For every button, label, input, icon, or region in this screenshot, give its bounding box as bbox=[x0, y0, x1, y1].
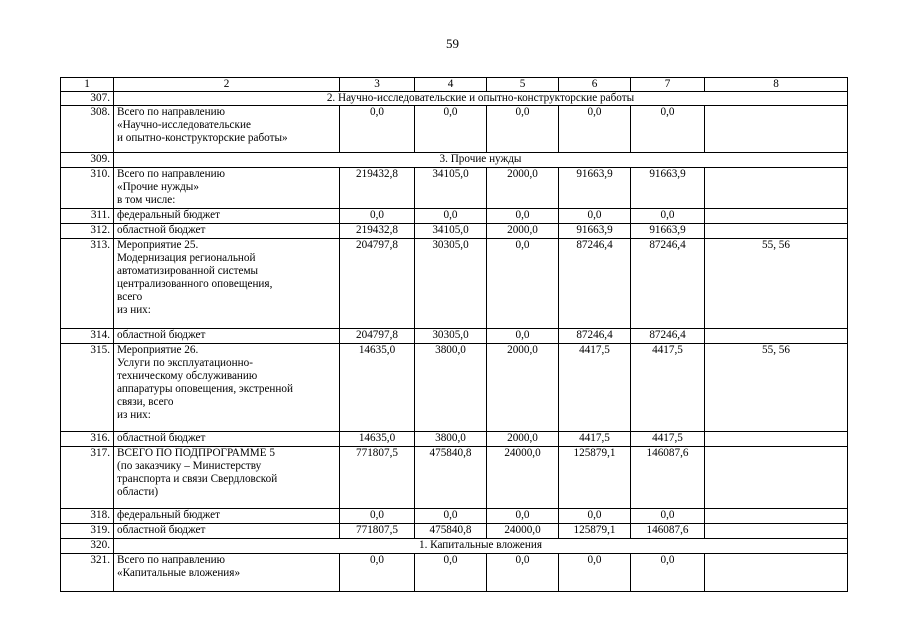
amount-cell: 0,0 bbox=[631, 209, 705, 224]
amount-cell: 771807,5 bbox=[340, 524, 415, 539]
item-name-cell: Всего по направлению «Прочие нужды» в том числе: bbox=[114, 168, 340, 209]
amount-cell: 204797,8 bbox=[340, 239, 415, 329]
row-number-cell: 315. bbox=[61, 344, 114, 432]
amount-cell: 91663,9 bbox=[631, 168, 705, 209]
header-cell: 1 bbox=[61, 78, 114, 92]
amount-cell: 0,0 bbox=[415, 106, 487, 153]
item-name-cell: областной бюджет bbox=[114, 432, 340, 447]
item-name-cell: областной бюджет bbox=[114, 329, 340, 344]
table-body bbox=[61, 78, 848, 592]
table-row bbox=[61, 509, 848, 524]
row-number-cell: 321. bbox=[61, 554, 114, 592]
amount-cell: 0,0 bbox=[631, 554, 705, 592]
amount-cell: 4417,5 bbox=[559, 344, 631, 432]
target-ref-cell bbox=[705, 106, 848, 153]
amount-cell: 87246,4 bbox=[631, 329, 705, 344]
amount-cell: 14635,0 bbox=[340, 344, 415, 432]
target-ref-cell bbox=[705, 168, 848, 209]
table-row bbox=[61, 224, 848, 239]
amount-cell: 2000,0 bbox=[487, 344, 559, 432]
amount-cell: 219432,8 bbox=[340, 168, 415, 209]
table-row bbox=[61, 209, 848, 224]
amount-cell: 0,0 bbox=[487, 106, 559, 153]
target-ref-cell bbox=[705, 432, 848, 447]
amount-cell: 125879,1 bbox=[559, 524, 631, 539]
item-name-cell: Всего по направлению «Капитальные вложения» bbox=[114, 554, 340, 592]
amount-cell: 34105,0 bbox=[415, 224, 487, 239]
item-name-cell: Всего по направлению «Научно-исследовательские и опытно-конструкторские работы» bbox=[114, 106, 340, 153]
table-row bbox=[61, 524, 848, 539]
amount-cell: 87246,4 bbox=[559, 329, 631, 344]
table-row bbox=[61, 554, 848, 592]
amount-cell: 3800,0 bbox=[415, 344, 487, 432]
amount-cell: 14635,0 bbox=[340, 432, 415, 447]
target-ref-cell bbox=[705, 554, 848, 592]
amount-cell: 0,0 bbox=[487, 509, 559, 524]
amount-cell: 4417,5 bbox=[559, 432, 631, 447]
amount-cell: 475840,8 bbox=[415, 447, 487, 509]
target-ref-cell bbox=[705, 524, 848, 539]
item-name-cell: областной бюджет bbox=[114, 524, 340, 539]
amount-cell: 3800,0 bbox=[415, 432, 487, 447]
target-ref-cell: 55, 56 bbox=[705, 344, 848, 432]
amount-cell: 2000,0 bbox=[487, 168, 559, 209]
amount-cell: 87246,4 bbox=[631, 239, 705, 329]
amount-cell: 2000,0 bbox=[487, 224, 559, 239]
row-number-cell: 318. bbox=[61, 509, 114, 524]
amount-cell: 0,0 bbox=[559, 106, 631, 153]
amount-cell: 87246,4 bbox=[559, 239, 631, 329]
table-row bbox=[61, 447, 848, 509]
table-row bbox=[61, 344, 848, 432]
amount-cell: 91663,9 bbox=[631, 224, 705, 239]
table-row bbox=[61, 168, 848, 209]
amount-cell: 0,0 bbox=[559, 554, 631, 592]
amount-cell: 0,0 bbox=[559, 509, 631, 524]
section-row bbox=[61, 153, 848, 168]
amount-cell: 0,0 bbox=[487, 554, 559, 592]
amount-cell: 91663,9 bbox=[559, 168, 631, 209]
header-cell: 4 bbox=[415, 78, 487, 92]
target-ref-cell bbox=[705, 509, 848, 524]
row-number-cell: 316. bbox=[61, 432, 114, 447]
target-ref-cell bbox=[705, 329, 848, 344]
row-number-cell: 319. bbox=[61, 524, 114, 539]
table-header-row bbox=[61, 78, 848, 92]
amount-cell: 219432,8 bbox=[340, 224, 415, 239]
amount-cell: 34105,0 bbox=[415, 168, 487, 209]
row-number-cell: 314. bbox=[61, 329, 114, 344]
row-number-cell: 320. bbox=[61, 539, 114, 554]
row-number-cell: 312. bbox=[61, 224, 114, 239]
section-title-cell: 2. Научно-исследовательские и опытно-конструкторские работы bbox=[114, 92, 848, 106]
amount-cell: 0,0 bbox=[487, 209, 559, 224]
amount-cell: 0,0 bbox=[340, 509, 415, 524]
item-name-cell: федеральный бюджет bbox=[114, 209, 340, 224]
row-number-cell: 313. bbox=[61, 239, 114, 329]
target-ref-cell: 55, 56 bbox=[705, 239, 848, 329]
amount-cell: 0,0 bbox=[415, 209, 487, 224]
amount-cell: 125879,1 bbox=[559, 447, 631, 509]
header-cell: 2 bbox=[114, 78, 340, 92]
row-number-cell: 317. bbox=[61, 447, 114, 509]
page-number: 59 bbox=[446, 36, 459, 51]
amount-cell: 771807,5 bbox=[340, 447, 415, 509]
item-name-cell: Мероприятие 25. Модернизация региональной автоматизированной системы централизованного оповещения, всего из них: bbox=[114, 239, 340, 329]
row-number-cell: 311. bbox=[61, 209, 114, 224]
amount-cell: 0,0 bbox=[340, 554, 415, 592]
section-title-cell: 1. Капитальные вложения bbox=[114, 539, 848, 554]
budget-table bbox=[60, 77, 848, 592]
amount-cell: 146087,6 bbox=[631, 524, 705, 539]
amount-cell: 2000,0 bbox=[487, 432, 559, 447]
header-cell: 7 bbox=[631, 78, 705, 92]
target-ref-cell bbox=[705, 209, 848, 224]
amount-cell: 30305,0 bbox=[415, 239, 487, 329]
row-number-cell: 308. bbox=[61, 106, 114, 153]
amount-cell: 0,0 bbox=[415, 509, 487, 524]
amount-cell: 30305,0 bbox=[415, 329, 487, 344]
amount-cell: 91663,9 bbox=[559, 224, 631, 239]
table-row bbox=[61, 329, 848, 344]
amount-cell: 0,0 bbox=[340, 209, 415, 224]
table-row bbox=[61, 432, 848, 447]
table-row bbox=[61, 106, 848, 153]
target-ref-cell bbox=[705, 224, 848, 239]
amount-cell: 0,0 bbox=[631, 106, 705, 153]
header-cell: 5 bbox=[487, 78, 559, 92]
item-name-cell: Мероприятие 26. Услуги по эксплуатационно- техническому обслуживанию аппаратуры оповещения, экстренной связи, всего из них: bbox=[114, 344, 340, 432]
amount-cell: 0,0 bbox=[487, 329, 559, 344]
amount-cell: 24000,0 bbox=[487, 524, 559, 539]
amount-cell: 0,0 bbox=[559, 209, 631, 224]
item-name-cell: федеральный бюджет bbox=[114, 509, 340, 524]
amount-cell: 0,0 bbox=[487, 239, 559, 329]
item-name-cell: областной бюджет bbox=[114, 224, 340, 239]
amount-cell: 4417,5 bbox=[631, 344, 705, 432]
row-number-cell: 310. bbox=[61, 168, 114, 209]
target-ref-cell bbox=[705, 447, 848, 509]
header-cell: 8 bbox=[705, 78, 848, 92]
item-name-cell: ВСЕГО ПО ПОДПРОГРАММЕ 5 (по заказчику – Министерству транспорта и связи Свердловской области) bbox=[114, 447, 340, 509]
amount-cell: 24000,0 bbox=[487, 447, 559, 509]
table-row bbox=[61, 239, 848, 329]
section-title-cell: 3. Прочие нужды bbox=[114, 153, 848, 168]
amount-cell: 475840,8 bbox=[415, 524, 487, 539]
amount-cell: 4417,5 bbox=[631, 432, 705, 447]
header-cell: 3 bbox=[340, 78, 415, 92]
amount-cell: 146087,6 bbox=[631, 447, 705, 509]
amount-cell: 0,0 bbox=[631, 509, 705, 524]
row-number-cell: 309. bbox=[61, 153, 114, 168]
header-cell: 6 bbox=[559, 78, 631, 92]
section-row bbox=[61, 539, 848, 554]
amount-cell: 0,0 bbox=[340, 106, 415, 153]
amount-cell: 204797,8 bbox=[340, 329, 415, 344]
section-row bbox=[61, 92, 848, 106]
amount-cell: 0,0 bbox=[415, 554, 487, 592]
row-number-cell: 307. bbox=[61, 92, 114, 106]
